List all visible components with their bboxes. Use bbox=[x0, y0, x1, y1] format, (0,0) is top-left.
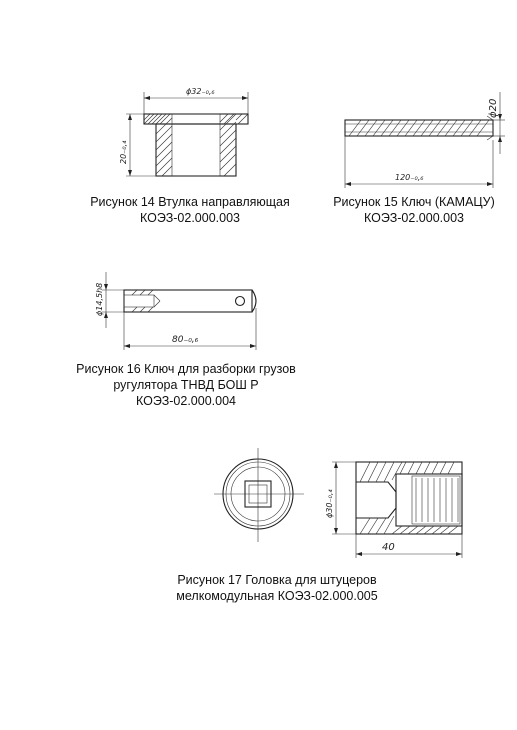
figure-17-caption bbox=[150, 572, 404, 604]
figure-14-diameter-label: ϕ32₋₀,₆ bbox=[186, 87, 215, 96]
figure-15-length-label: 120₋₀,₆ bbox=[395, 173, 424, 182]
figure-14-caption-code: КОЭЗ-02.000.003 bbox=[140, 211, 240, 225]
figure-15-caption-code: КОЭЗ-02.000.003 bbox=[364, 211, 464, 225]
figure-16-caption-code: КОЭЗ-02.000.004 bbox=[136, 394, 236, 408]
figure-16-caption-title: Рисунок 16 Ключ для разборки грузов bbox=[76, 362, 296, 376]
figure-16-drawing bbox=[84, 268, 284, 360]
figure-15-caption bbox=[316, 194, 512, 226]
figure-17-section-view bbox=[318, 454, 468, 564]
figure-17-end-view bbox=[210, 446, 310, 546]
figure-14-drawing bbox=[100, 80, 270, 190]
figure-16-diameter-label: ϕ14,5h8 bbox=[95, 282, 104, 316]
figure-15-drawing bbox=[335, 84, 515, 194]
figure-14-height-label: 20₋₀,₄ bbox=[119, 140, 128, 164]
figure-17-diameter-label: ϕ30₋₀,₄ bbox=[325, 489, 334, 518]
figure-15-caption-title: Рисунок 15 Ключ (КАМАЦУ) bbox=[333, 195, 495, 209]
figure-16-caption-subtitle: ругулятора ТНВД БОШ Р bbox=[113, 378, 259, 392]
figure-17-caption-code: мелкомодульная КОЭЗ-02.000.005 bbox=[176, 589, 378, 603]
figure-15-diameter-label: ϕ20 bbox=[488, 98, 499, 118]
figure-17-caption-title: Рисунок 17 Головка для штуцеров bbox=[177, 573, 377, 587]
figure-16-caption bbox=[46, 361, 326, 409]
figure-14-caption bbox=[66, 194, 314, 226]
figure-17-length-label: 40 bbox=[382, 542, 395, 553]
figure-16-length-label: 80₋₀,₆ bbox=[172, 335, 199, 345]
figure-14-caption-title: Рисунок 14 Втулка направляющая bbox=[90, 195, 290, 209]
